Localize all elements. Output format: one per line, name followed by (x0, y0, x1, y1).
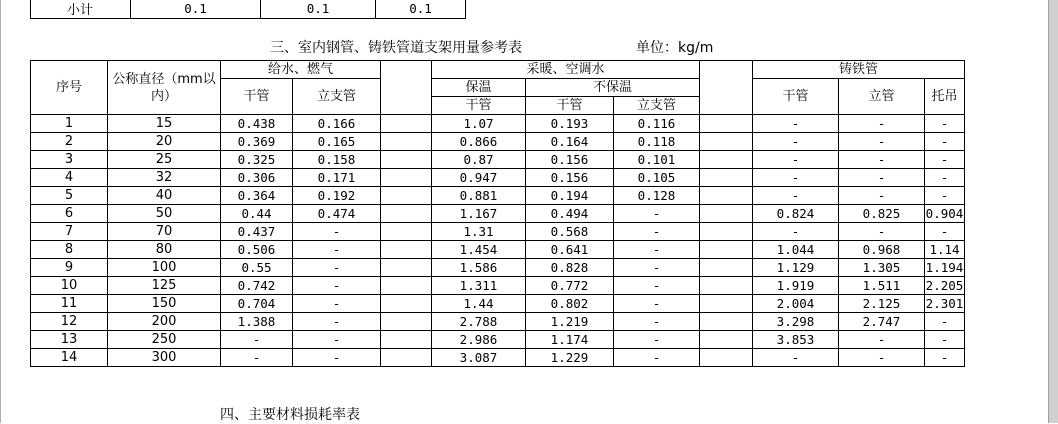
cell-water-main: 0.437 (221, 223, 293, 241)
cell-heat-ins-main: 1.31 (432, 223, 526, 241)
cell-heat-unins-main: 0.156 (526, 169, 614, 187)
spacer-cell (381, 349, 432, 367)
table-row (31, 223, 965, 241)
spacer-cell (381, 331, 432, 349)
cell-seq: 1 (31, 115, 108, 133)
cell-heat-ins-main: 3.087 (432, 349, 526, 367)
cell-heat-unins-main: 0.828 (526, 259, 614, 277)
header-ci-main: 干管 (753, 79, 839, 115)
subtotal-table (30, 0, 466, 19)
cell-water-main: 0.44 (221, 205, 293, 223)
cell-ci-riser: 0.825 (839, 205, 925, 223)
table-row (31, 151, 965, 169)
cell-ci-main: - (753, 169, 839, 187)
spacer-cell (381, 133, 432, 151)
spacer-cell (381, 115, 432, 133)
cell-ci-main: 0.824 (753, 205, 839, 223)
cell-heat-ins-main: 2.788 (432, 313, 526, 331)
header-seq: 序号 (31, 61, 108, 115)
cell-ci-riser: 0.968 (839, 241, 925, 259)
cell-water-branch: - (293, 277, 381, 295)
cell-seq: 13 (31, 331, 108, 349)
cell-heat-unins-branch: - (614, 223, 700, 241)
table-row (31, 295, 965, 313)
cell-heat-unins-main: 0.194 (526, 187, 614, 205)
cell-water-main: 0.438 (221, 115, 293, 133)
cell-heat-unins-main: 0.156 (526, 151, 614, 169)
spacer-cell (700, 187, 753, 205)
cell-ci-riser: - (839, 169, 925, 187)
cell-ci-riser: - (839, 223, 925, 241)
cell-ci-riser: 2.747 (839, 313, 925, 331)
cell-heat-ins-main: 1.07 (432, 115, 526, 133)
cell-heat-ins-main: 1.311 (432, 277, 526, 295)
cell-heat-unins-main: 0.772 (526, 277, 614, 295)
spacer-cell (700, 133, 753, 151)
cell-water-main: - (221, 349, 293, 367)
cell-diameter: 40 (108, 187, 221, 205)
cell-heat-ins-main: 0.87 (432, 151, 526, 169)
cell-ci-riser: 1.305 (839, 259, 925, 277)
cell-water-branch: 0.171 (293, 169, 381, 187)
cell-ci-riser: - (839, 331, 925, 349)
cell-heat-ins-main: 2.986 (432, 331, 526, 349)
header-spacer (700, 61, 753, 115)
table-row (31, 187, 965, 205)
cell-water-main: 0.55 (221, 259, 293, 277)
spacer-cell (381, 295, 432, 313)
header-row-1 (31, 61, 965, 79)
cell-ci-hanger: - (925, 133, 965, 151)
header-water-main: 干管 (221, 79, 293, 115)
spacer-cell (381, 205, 432, 223)
header-cast-iron: 铸铁管 (753, 61, 965, 79)
cell-seq: 11 (31, 295, 108, 313)
table-row (31, 169, 965, 187)
table-title: 三、室内钢管、铸铁管道支架用量参考表 (270, 40, 522, 56)
cell-ci-main: - (753, 115, 839, 133)
header-uninsulated: 不保温 (526, 79, 700, 97)
cell-diameter: 125 (108, 277, 221, 295)
cell-seq: 2 (31, 133, 108, 151)
cell-ci-hanger: - (925, 169, 965, 187)
spacer-cell (700, 295, 753, 313)
cell-water-main: 0.369 (221, 133, 293, 151)
unit-label: 单位：kg/m (636, 40, 714, 56)
cell-ci-main: 1.129 (753, 259, 839, 277)
cell-water-branch: - (293, 313, 381, 331)
spacer-cell (700, 313, 753, 331)
cell-water-main: 0.325 (221, 151, 293, 169)
cell-heat-unins-branch: 0.105 (614, 169, 700, 187)
header-water-branch: 立支管 (293, 79, 381, 115)
spacer-cell (381, 241, 432, 259)
cell-ci-main: - (753, 187, 839, 205)
cell-water-branch: 0.166 (293, 115, 381, 133)
cell-water-branch: - (293, 241, 381, 259)
cell-heat-unins-branch: 0.118 (614, 133, 700, 151)
cell-ci-hanger: - (925, 349, 965, 367)
spacer-cell (381, 187, 432, 205)
cell-ci-riser: - (839, 133, 925, 151)
cell-heat-unins-main: 0.641 (526, 241, 614, 259)
cell-heat-unins-branch: - (614, 241, 700, 259)
subtotal-value: 0.1 (376, 0, 466, 19)
left-window-edge (0, 0, 1, 423)
spacer-cell (700, 331, 753, 349)
cell-heat-unins-main: 1.219 (526, 313, 614, 331)
header-heat-ins-main: 干管 (432, 97, 526, 115)
cell-seq: 10 (31, 277, 108, 295)
cell-ci-hanger: - (925, 115, 965, 133)
spacer-cell (381, 169, 432, 187)
cell-heat-unins-main: 0.494 (526, 205, 614, 223)
cell-diameter: 32 (108, 169, 221, 187)
spacer-cell (381, 223, 432, 241)
cell-seq: 8 (31, 241, 108, 259)
cell-diameter: 250 (108, 331, 221, 349)
cell-ci-main: 3.853 (753, 331, 839, 349)
cell-water-branch: 0.165 (293, 133, 381, 151)
cell-ci-hanger: 1.14 (925, 241, 965, 259)
cell-heat-unins-main: 0.568 (526, 223, 614, 241)
spacer-cell (381, 313, 432, 331)
cell-diameter: 15 (108, 115, 221, 133)
cell-seq: 4 (31, 169, 108, 187)
spacer-cell (700, 349, 753, 367)
spacer-cell (700, 151, 753, 169)
cell-water-branch: - (293, 259, 381, 277)
cell-ci-main: 3.298 (753, 313, 839, 331)
spacer-cell (700, 205, 753, 223)
cell-ci-hanger: - (925, 313, 965, 331)
cell-heat-unins-main: 1.174 (526, 331, 614, 349)
cell-heat-unins-main: 0.802 (526, 295, 614, 313)
header-heat-unins-branch: 立支管 (614, 97, 700, 115)
table-row (31, 241, 965, 259)
cell-diameter: 150 (108, 295, 221, 313)
header-insulated: 保温 (432, 79, 526, 97)
header-heat-unins-main: 干管 (526, 97, 614, 115)
cell-seq: 14 (31, 349, 108, 367)
subtotal-label: 小计 (31, 0, 131, 19)
header-heating: 采暖、空调水 (432, 61, 700, 79)
cell-heat-unins-branch: - (614, 295, 700, 313)
cell-heat-unins-main: 0.193 (526, 115, 614, 133)
cell-ci-main: 1.919 (753, 277, 839, 295)
cell-diameter: 25 (108, 151, 221, 169)
table-body (31, 115, 965, 367)
header-water-gas: 给水、燃气 (221, 61, 381, 79)
cell-water-branch: 0.158 (293, 151, 381, 169)
cell-seq: 12 (31, 313, 108, 331)
cell-ci-riser: 2.125 (839, 295, 925, 313)
cell-ci-hanger: 0.904 (925, 205, 964, 221)
spacer-cell (381, 277, 432, 295)
vertical-scrollbar[interactable] (1048, 0, 1058, 423)
cell-diameter: 100 (108, 259, 221, 277)
cell-diameter: 200 (108, 313, 221, 331)
cell-heat-ins-main: 0.866 (432, 133, 526, 151)
spacer-cell (700, 241, 753, 259)
cell-seq: 9 (31, 259, 108, 277)
cell-water-main: 0.742 (221, 277, 293, 295)
cell-heat-unins-branch: - (614, 331, 700, 349)
spacer-cell (381, 259, 432, 277)
header-ci-hanger: 托吊 (925, 79, 965, 115)
cell-ci-riser: - (839, 349, 925, 367)
cell-heat-unins-branch: - (614, 313, 700, 331)
cell-water-branch: - (293, 349, 381, 367)
table-row (31, 331, 965, 349)
header-spacer (381, 61, 432, 115)
cell-water-main: 0.306 (221, 169, 293, 187)
cell-seq: 3 (31, 151, 108, 169)
cell-heat-ins-main: 0.881 (432, 187, 526, 205)
table-row (31, 259, 965, 277)
cell-heat-unins-main: 1.229 (526, 349, 614, 367)
cell-ci-main: - (753, 349, 839, 367)
cell-ci-hanger: - (925, 187, 965, 205)
cell-ci-riser: 1.511 (839, 277, 925, 295)
cell-heat-unins-branch: 0.128 (614, 187, 700, 205)
cell-water-branch: - (293, 295, 381, 313)
cell-heat-ins-main: 1.454 (432, 241, 526, 259)
cell-ci-main: 1.044 (753, 241, 839, 259)
cell-water-branch: 0.192 (293, 187, 381, 205)
cell-heat-unins-branch: - (614, 205, 700, 223)
subtotal-row (31, 0, 466, 19)
cell-diameter: 80 (108, 241, 221, 259)
table-row (31, 133, 965, 151)
cell-heat-ins-main: 0.947 (432, 169, 526, 187)
cell-heat-unins-branch: - (614, 349, 700, 367)
cell-ci-hanger: - (925, 151, 965, 169)
cell-ci-hanger: - (925, 331, 965, 349)
cell-heat-ins-main: 1.586 (432, 259, 526, 277)
cell-diameter: 20 (108, 133, 221, 151)
spacer-cell (700, 169, 753, 187)
cell-water-branch: - (293, 331, 381, 349)
spacer-cell (381, 151, 432, 169)
spacer-cell (700, 277, 753, 295)
cell-water-main: 0.506 (221, 241, 293, 259)
table-row (31, 313, 965, 331)
cell-ci-hanger: - (925, 223, 965, 241)
header-ci-riser: 立管 (839, 79, 925, 115)
cell-ci-riser: - (839, 151, 925, 169)
cell-ci-riser: - (839, 187, 925, 205)
cell-heat-unins-branch: 0.116 (614, 115, 700, 133)
cell-water-main: - (221, 331, 293, 349)
cell-water-branch: 0.474 (293, 205, 381, 223)
support-usage-table (30, 60, 965, 367)
spacer-cell (700, 223, 753, 241)
cell-heat-unins-main: 0.164 (526, 133, 614, 151)
table-row (31, 205, 965, 223)
cell-water-main: 0.704 (221, 295, 293, 313)
next-section-heading: 四、主要材料损耗率表 (220, 407, 360, 423)
cell-ci-main: - (753, 133, 839, 151)
cell-seq: 7 (31, 223, 108, 241)
cell-heat-unins-branch: - (614, 277, 700, 295)
cell-ci-hanger: 1.194 (925, 259, 964, 275)
cell-ci-hanger: 2.205 (925, 277, 964, 293)
cell-heat-unins-branch: - (614, 259, 700, 277)
spacer-cell (700, 259, 753, 277)
cell-diameter: 300 (108, 349, 221, 367)
table-row (31, 349, 965, 367)
cell-heat-ins-main: 1.44 (432, 295, 526, 313)
table-row (31, 277, 965, 295)
cell-ci-main: - (753, 223, 839, 241)
cell-heat-ins-main: 1.167 (432, 205, 526, 223)
cell-water-main: 1.388 (221, 313, 293, 331)
subtotal-value: 0.1 (131, 0, 261, 19)
cell-water-main: 0.364 (221, 187, 293, 205)
cell-heat-unins-branch: 0.101 (614, 151, 700, 169)
cell-seq: 5 (31, 187, 108, 205)
cell-ci-riser: - (839, 115, 925, 133)
cell-ci-main: 2.004 (753, 295, 839, 313)
table-row (31, 115, 965, 133)
cell-ci-hanger: 2.301 (925, 295, 964, 311)
subtotal-value: 0.1 (261, 0, 376, 19)
cell-water-branch: - (293, 223, 381, 241)
spacer-cell (700, 115, 753, 133)
cell-diameter: 50 (108, 205, 221, 223)
cell-ci-main: - (753, 151, 839, 169)
cell-seq: 6 (31, 205, 108, 223)
header-diameter: 公称直径（mm以内） (108, 61, 221, 115)
cell-diameter: 70 (108, 223, 221, 241)
